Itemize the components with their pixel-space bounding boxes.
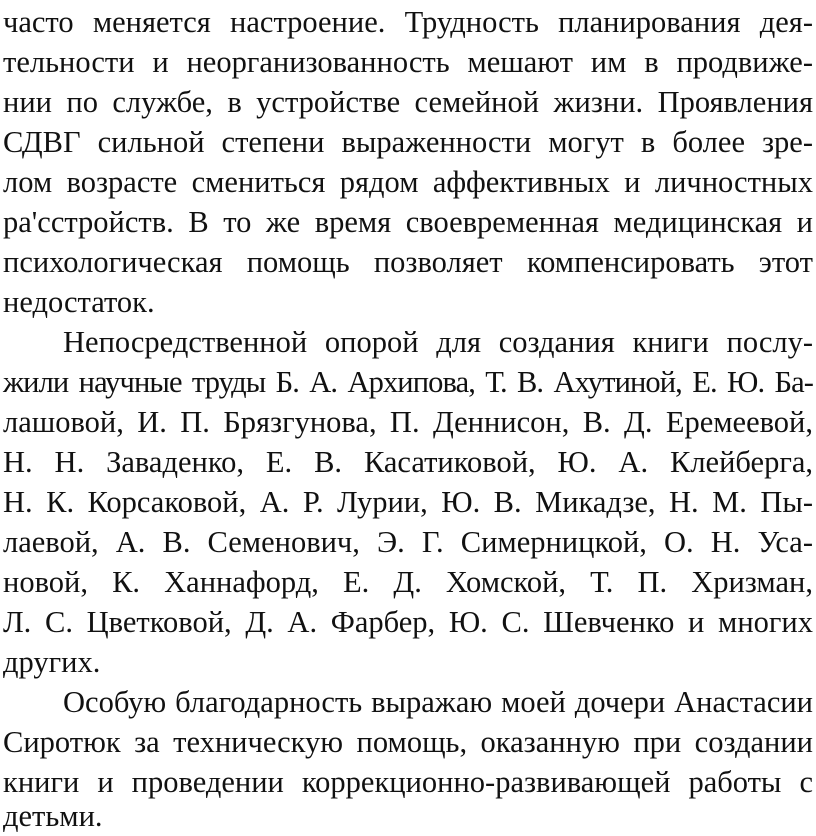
text-line: Сиротюк за техническую помощь, оказанную при создании [3, 725, 813, 759]
text-line: лашовой, И. П. Брязгунова, П. Деннисон, В. Д. Еремеевой, [3, 405, 813, 439]
text-line: жили научные труды Б. А. Архипова, Т. В. Ахутиной, Е. Ю. Ба- [3, 365, 813, 399]
text-line: Л. С. Цветковой, Д. А. Фарбер, Ю. С. Шевченко и многих [3, 605, 813, 639]
text-line: книги и проведении коррекционно-развивающей работы с [3, 765, 813, 799]
text-line: Н. К. Корсаковой, А. Р. Лурии, Ю. В. Микадзе, Н. М. Пы- [3, 485, 813, 519]
text-line: других. [3, 645, 101, 679]
text-line: тельности и неорганизованность мешают им в продвиже- [3, 45, 813, 79]
text-line: детьми. [3, 799, 103, 833]
text-line: Н. Н. Заваденко, Е. В. Касатиковой, Ю. А. Клейберга, [3, 445, 813, 479]
text-line: психологическая помощь позволяет компенсировать этот [3, 245, 813, 279]
text-line: нии по службе, в устройстве семейной жизни. Проявления [3, 85, 813, 119]
text-line: СДВГ сильной степени выраженности могут в более зре- [3, 125, 813, 159]
text-line: часто меняется настроение. Трудность планирования дея- [3, 5, 813, 39]
text-line: недостаток. [3, 285, 155, 319]
text-line: Непосредственной опорой для создания книги послу- [63, 325, 813, 359]
text-line: Особую благодарность выражаю моей дочери Анастасии [63, 685, 813, 719]
text-line: лаевой, А. В. Семенович, Э. Г. Симерницкой, О. Н. Уса- [3, 525, 813, 559]
text-line: новой, К. Ханнафорд, Е. Д. Хомской, Т. П. Хризман, [3, 565, 813, 599]
text-line: ра'сстройств. В то же время своевременная медицинская и [3, 205, 813, 239]
text-line: лом возрасте смениться рядом аффективных и личностных [3, 165, 813, 199]
